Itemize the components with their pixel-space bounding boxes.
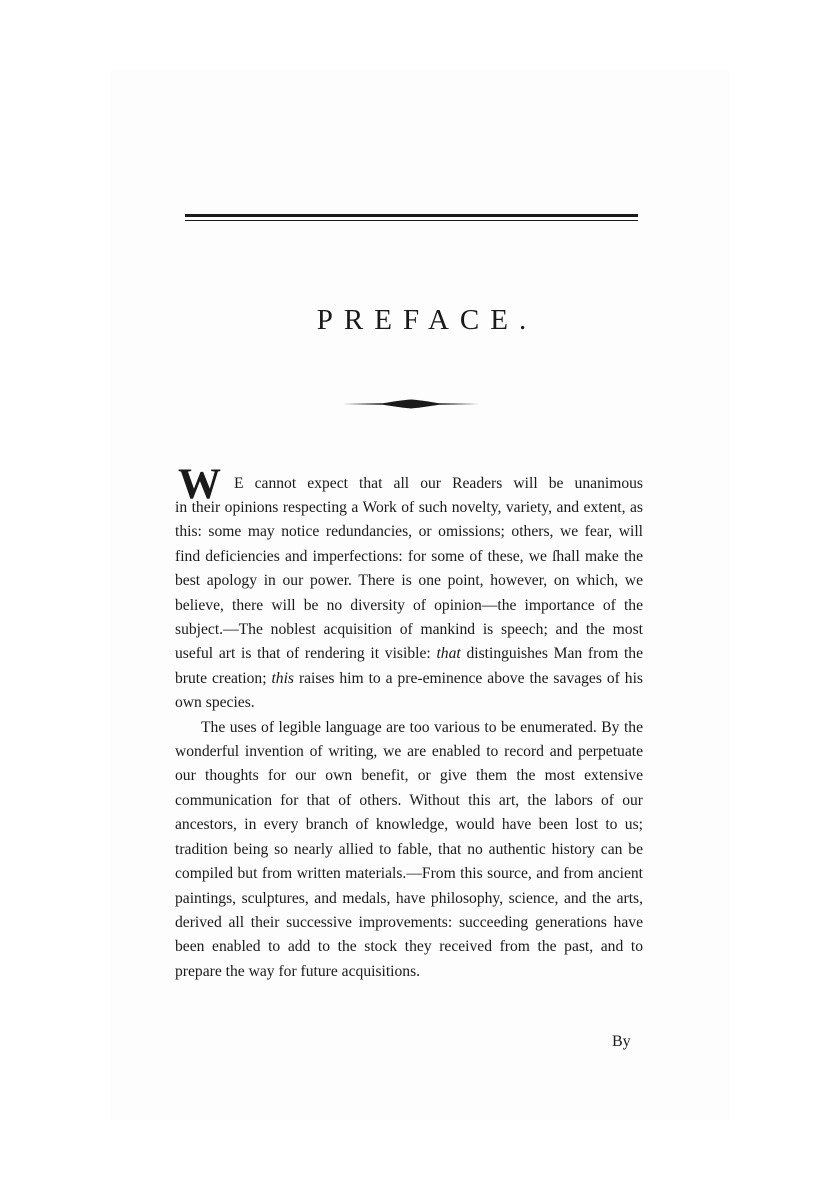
header-double-rule xyxy=(185,214,638,224)
paragraph-1-part-c: raises him to a pre-eminence above the savages of his own species. xyxy=(175,669,643,712)
drop-cap: W xyxy=(178,461,219,508)
page-title: PREFACE. xyxy=(316,304,538,336)
paragraph-1 xyxy=(175,496,643,716)
opening-line xyxy=(175,461,643,508)
opening-line-text: E cannot expect that all our Readers will be unanimous xyxy=(234,475,643,492)
preface-body xyxy=(175,463,643,984)
paragraph-2: The uses of legible language are too various to be enumerated. By the wonderful invention of writing, we are enabled to record and perpetuate our thoughts for our own benefit, or give them the most extensive communication for that of others. Without this art, the labors of our ancestors, in every branch of knowledge, would have been lost to us; tradition being so nearly allied to fable, that no authentic history can be compiled but from written materials.—From this source, and from ancient paintings, sculptures, and medals, have philosophy, science, and the arts, derived all their successive improvements: succeeding generations have been enabled to add to the stock they received from the past, and to prepare the way for future acquisitions. xyxy=(175,718,643,980)
title-ornament-rule xyxy=(343,398,479,410)
paragraph-1-part-a: in their opinions respecting a Work of such novelty, variety, and extent, as this: some may notice redundancies, or omissions; others, we fear, will find deficiencies and imperfections: for some of these, we ſhall make the best apology in our power. There is one point, however, on which, we believe, there will be no diversity of opinion—the importance of the subject.—The noblest acquisition of mankind is speech; and the most useful art is that of rendering it visible: xyxy=(175,499,643,663)
italic-word-this: this xyxy=(271,669,294,687)
paragraph-1-part-b: distinguishes Man from the brute creation; xyxy=(175,645,644,687)
italic-word-that: that xyxy=(436,645,461,663)
catchword: By xyxy=(612,1033,631,1050)
header-rule-thick xyxy=(185,214,638,217)
header-rule-thin xyxy=(185,220,638,221)
